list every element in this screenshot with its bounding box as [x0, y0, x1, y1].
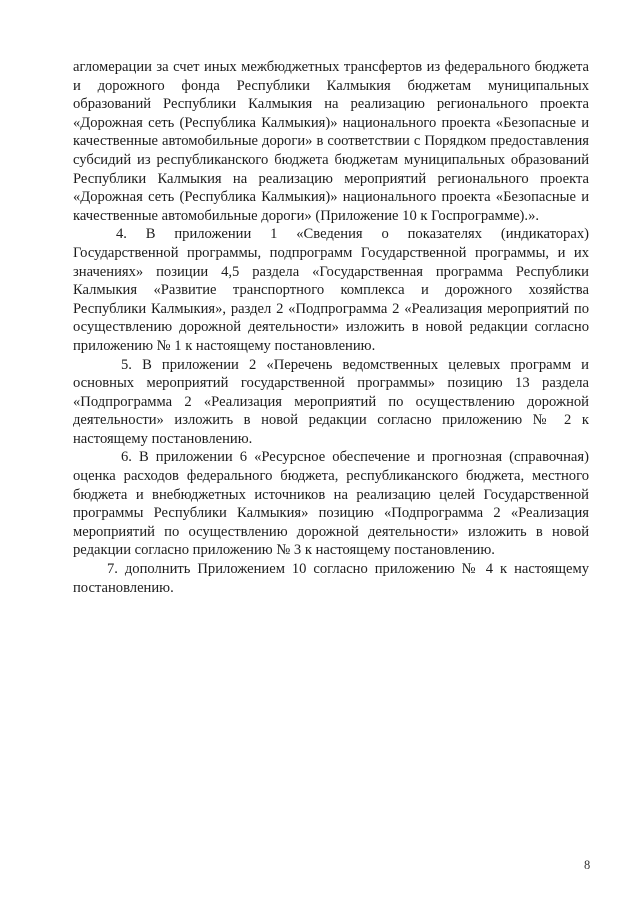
paragraph-item-6: 6. В приложении 6 «Ресурсное обеспечение и прогнозная (справочная) оценка расходов федерального бюджета, республиканского бюджета, местного бюджета и внебюджетных источников на реализацию целей Государственной программы Республики Калмыкия» позицию «Подпрограмма 2 «Реализация мероприятий по осуществлению дорожной деятельности» изложить в новой редакции согласно приложению № 3 к настоящему постановлению. — [73, 449, 589, 559]
paragraph-continuation: агломерации за счет иных межбюджетных трансфертов из федерального бюджета и дорожного фонда Республики Калмыкия бюджетам муниципальных образований Республики Калмыкия на реализацию регионального проекта «Дорожная сеть (Республика Калмыкия)» национального проекта «Безопасные и качественные автомобильные дороги» в соответствии с Порядком предоставления субсидий из республиканского бюджета бюджетам муниципальных образований Республики Калмыкия на реализацию мероприятий регионального проекта «Дорожная сеть (Республика Калмыкия)» национального проекта «Безопасные и качественные автомобильные дороги» (Приложение 10 к Госпрограмме).». — [73, 59, 589, 224]
paragraph-item-5: 5. В приложении 2 «Перечень ведомственных целевых программ и основных мероприятий государственной программы» позицию 13 раздела «Подпрограмма 2 «Реализация мероприятий по осуществлению дорожной деятельности» изложить в новой редакции согласно приложению № 2 к настоящему постановлению. — [73, 356, 589, 447]
paragraph-item-4: 4. В приложении 1 «Сведения о показателях (индикаторах) Государственной программы, подпрограмм Государственной программы, и их значениях» позиции 4,5 раздела «Государственная программа Республики Калмыкия «Развитие транспортного комплекса и дорожного хозяйства Республики Калмыкия», раздел 2 «Подпрограмма 2 «Реализация мероприятий по осуществлению дорожной деятельности» изложить в новой редакции согласно приложению № 1 к настоящему постановлению. — [73, 226, 589, 354]
document-body — [73, 58, 589, 597]
paragraph-item-7: 7. дополнить Приложением 10 согласно приложению № 4 к настоящему постановлению. — [73, 561, 589, 596]
page-number: 8 — [584, 858, 591, 872]
